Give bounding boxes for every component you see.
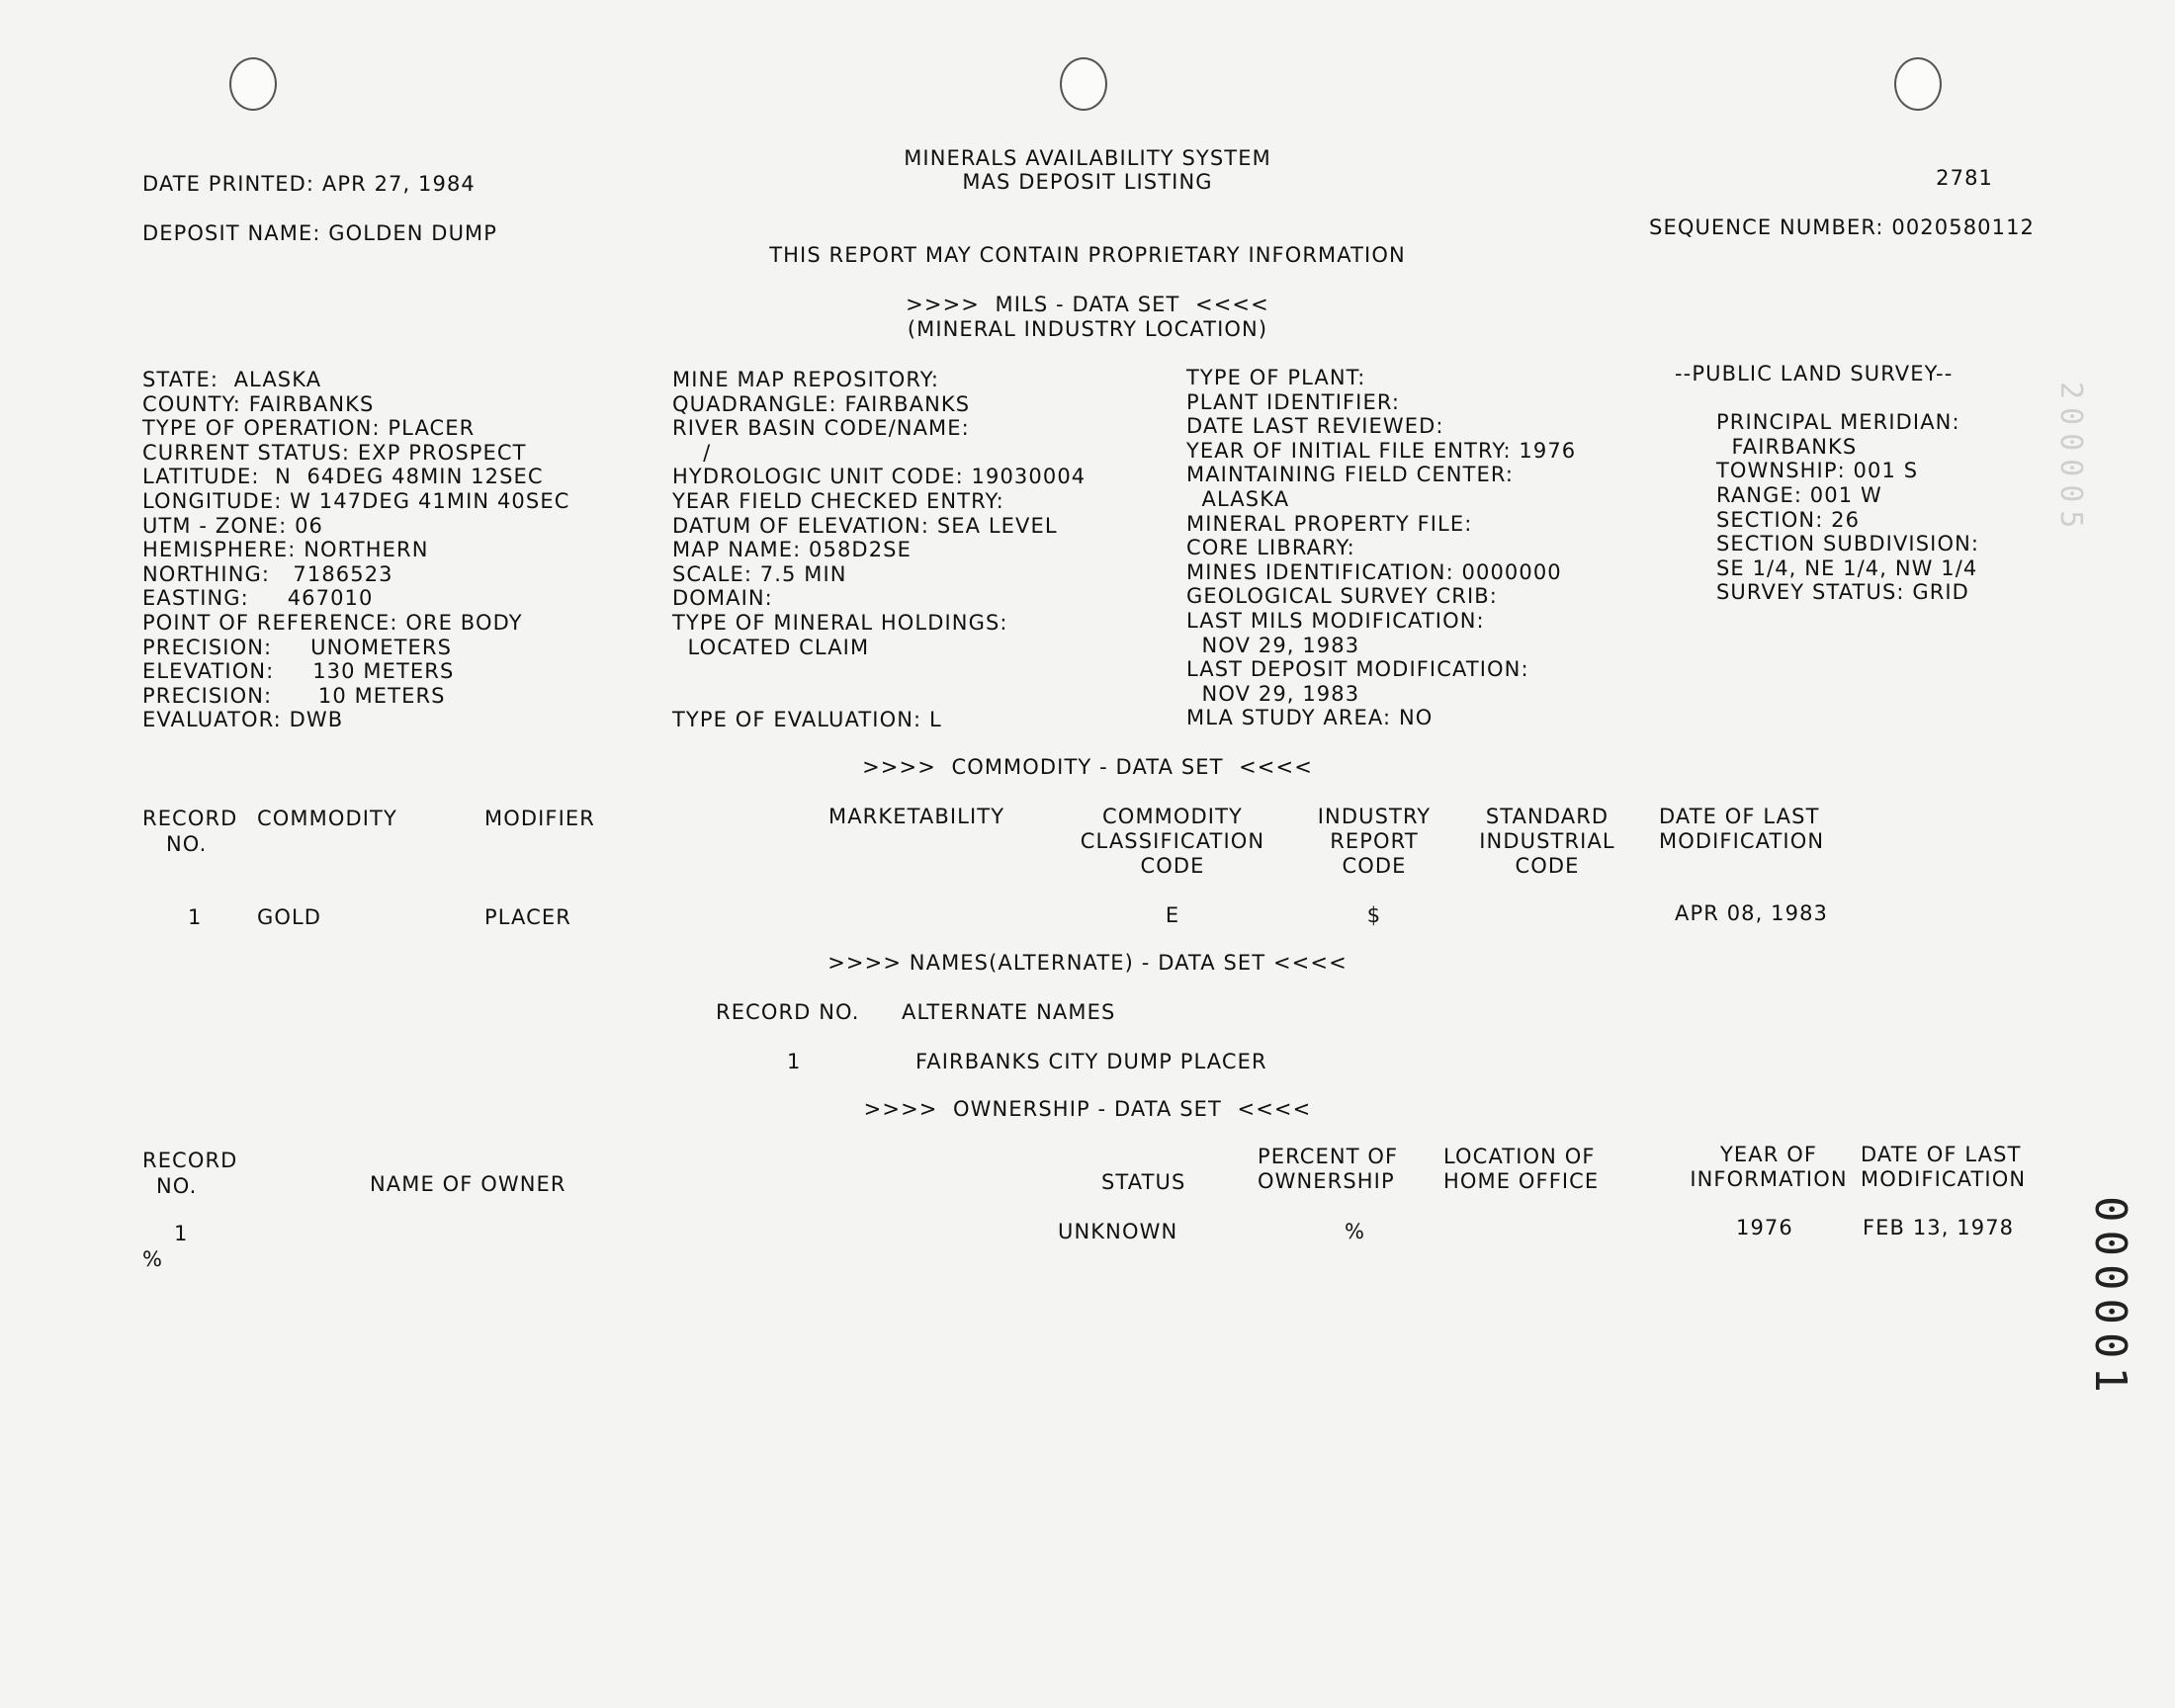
- ownership-header-percent: PERCENT OF: [1258, 1145, 1399, 1168]
- ownership-percent: %: [1345, 1220, 1366, 1243]
- date-printed: DATE PRINTED: APR 27, 1984: [142, 172, 476, 196]
- names-header-record: RECORD NO.: [716, 1000, 860, 1024]
- mils-field: PLANT IDENTIFIER:: [1186, 389, 1401, 414]
- commodity-header-classification: COMMODITY: [1102, 805, 1243, 828]
- survey-field: RANGE: 001 W: [1716, 482, 1882, 507]
- mils-field: /: [672, 440, 712, 465]
- ownership-header-percent: OWNERSHIP: [1258, 1169, 1395, 1193]
- ownership-header-record: RECORD: [142, 1149, 238, 1172]
- mils-field: MINES IDENTIFICATION: 0000000: [1186, 559, 1562, 584]
- commodity-header-industry-report: REPORT: [1330, 829, 1419, 853]
- mils-field: MAP NAME: 058D2SE: [672, 538, 912, 562]
- commodity-heading: >>>> COMMODITY - DATA SET <<<<: [862, 755, 1313, 779]
- commodity-header-marketability: MARKETABILITY: [828, 805, 1005, 828]
- mils-field: CORE LIBRARY:: [1186, 536, 1355, 560]
- mils-field: TYPE OF PLANT:: [1186, 366, 1366, 389]
- deposit-name: DEPOSIT NAME: GOLDEN DUMP: [142, 221, 498, 245]
- mils-field: NORTHING: 7186523: [142, 561, 393, 586]
- commodity-record-number: 1: [188, 905, 203, 929]
- mils-column-administration: [1186, 366, 1576, 730]
- mils-field: MLA STUDY AREA: NO: [1186, 706, 1434, 730]
- listing-title: MAS DEPOSIT LISTING: [962, 170, 1213, 194]
- commodity-header-classification: CODE: [1140, 854, 1205, 878]
- commodity-header-sic: STANDARD: [1485, 805, 1610, 828]
- commodity-header-no: NO.: [166, 832, 208, 856]
- commodity-header-industry-report: CODE: [1342, 854, 1407, 878]
- mils-field: QUADRANGLE: FAIRBANKS: [672, 391, 971, 416]
- mils-field: STATE: ALASKA: [142, 368, 322, 391]
- mils-field: NOV 29, 1983: [1186, 633, 1360, 657]
- commodity-industry-report-code: $: [1366, 903, 1382, 927]
- mils-field: TYPE OF EVALUATION: L: [672, 708, 942, 732]
- survey-field: SECTION SUBDIVISION:: [1716, 532, 1980, 556]
- mils-field: DATUM OF ELEVATION: SEA LEVEL: [672, 513, 1058, 538]
- commodity-classification-code: E: [1165, 903, 1180, 927]
- ownership-header-date: MODIFICATION: [1861, 1167, 2027, 1191]
- mils-field: SCALE: 7.5 MIN: [672, 561, 847, 586]
- ownership-header-year: YEAR OF: [1719, 1143, 1818, 1166]
- ownership-record-number: 1: [174, 1222, 189, 1245]
- mils-field: [672, 659, 1086, 684]
- sequence-number: SEQUENCE NUMBER: 0020580112: [1649, 215, 2035, 239]
- mils-field: CURRENT STATUS: EXP PROSPECT: [142, 440, 527, 465]
- commodity-modifier: PLACER: [484, 905, 571, 929]
- mils-field: YEAR FIELD CHECKED ENTRY:: [672, 488, 1004, 513]
- mils-field: LAST MILS MODIFICATION:: [1186, 608, 1485, 633]
- survey-field: FAIRBANKS: [1716, 434, 1858, 459]
- public-land-survey: [1675, 362, 1979, 605]
- page-stamp: 000001: [2085, 1196, 2135, 1401]
- ownership-header-year: INFORMATION: [1690, 1167, 1848, 1191]
- footer-percent-mark: %: [142, 1247, 164, 1271]
- commodity-header-date: MODIFICATION: [1659, 829, 1825, 853]
- commodity-header-modifier: MODIFIER: [484, 807, 595, 830]
- mils-column-hydrology: [672, 368, 1086, 732]
- ownership-heading: >>>> OWNERSHIP - DATA SET <<<<: [863, 1097, 1312, 1121]
- faint-stamp: 200005: [2053, 382, 2088, 537]
- ownership-header-date: DATE OF LAST: [1861, 1143, 2022, 1166]
- mils-field: GEOLOGICAL SURVEY CRIB:: [1186, 584, 1498, 609]
- mils-field: HEMISPHERE: NORTHERN: [142, 538, 429, 562]
- commodity-header-record: RECORD: [142, 807, 238, 830]
- mils-field: RIVER BASIN CODE/NAME:: [672, 416, 970, 441]
- punch-hole-center: [1060, 57, 1107, 111]
- mils-field: YEAR OF INITIAL FILE ENTRY: 1976: [1186, 438, 1577, 463]
- commodity-header-sic: INDUSTRIAL: [1479, 829, 1615, 853]
- commodity-name: GOLD: [257, 905, 322, 929]
- ownership-modification-date: FEB 13, 1978: [1863, 1216, 2015, 1239]
- mils-field: LATITUDE: N 64DEG 48MIN 12SEC: [142, 465, 544, 489]
- mils-field: COUNTY: FAIRBANKS: [142, 391, 375, 416]
- mils-field: MINE MAP REPOSITORY:: [672, 368, 940, 391]
- mils-field: MAINTAINING FIELD CENTER:: [1186, 463, 1515, 487]
- proprietary-notice: THIS REPORT MAY CONTAIN PROPRIETARY INFORMATION: [769, 243, 1406, 267]
- mils-field: PRECISION: UNOMETERS: [142, 635, 453, 659]
- commodity-header-industry-report: INDUSTRY: [1317, 805, 1432, 828]
- mils-field: LAST DEPOSIT MODIFICATION:: [1186, 657, 1529, 682]
- survey-field: [1675, 386, 1979, 411]
- mils-field: POINT OF REFERENCE: ORE BODY: [142, 610, 523, 635]
- survey-field: TOWNSHIP: 001 S: [1716, 459, 1919, 483]
- ownership-header-owner: NAME OF OWNER: [370, 1172, 566, 1196]
- mils-field: EVALUATOR: DWB: [142, 708, 344, 732]
- page-number: 2781: [1936, 166, 1993, 190]
- mils-field: NOV 29, 1983: [1186, 681, 1360, 706]
- ownership-header-status: STATUS: [1101, 1170, 1186, 1194]
- mils-field: ALASKA: [1186, 486, 1290, 511]
- mils-field: LONGITUDE: W 147DEG 41MIN 40SEC: [142, 488, 570, 513]
- mils-field: UTM - ZONE: 06: [142, 513, 324, 538]
- mils-field: EASTING: 467010: [142, 586, 374, 611]
- names-record-number: 1: [787, 1050, 802, 1073]
- ownership-header-no: NO.: [156, 1174, 198, 1198]
- mils-field: ELEVATION: 130 METERS: [142, 659, 455, 684]
- commodity-header-sic: CODE: [1515, 854, 1580, 878]
- commodity-header-date: DATE OF LAST: [1659, 805, 1820, 828]
- ownership-header-location: HOME OFFICE: [1443, 1169, 1600, 1193]
- mils-field: TYPE OF OPERATION: PLACER: [142, 416, 476, 441]
- survey-field: PRINCIPAL MERIDIAN:: [1716, 410, 1960, 435]
- punch-hole-right: [1894, 57, 1942, 111]
- mils-field: LOCATED CLAIM: [672, 635, 870, 659]
- names-heading: >>>> NAMES(ALTERNATE) - DATA SET <<<<: [827, 951, 1348, 975]
- names-header-alternate: ALTERNATE NAMES: [902, 1000, 1116, 1024]
- ownership-status: UNKNOWN: [1058, 1220, 1178, 1243]
- commodity-header-classification: CLASSIFICATION: [1080, 829, 1265, 853]
- survey-field: SE 1/4, NE 1/4, NW 1/4: [1716, 555, 1978, 580]
- mils-field: MINERAL PROPERTY FILE:: [1186, 511, 1473, 536]
- mils-subheading: (MINERAL INDUSTRY LOCATION): [907, 317, 1268, 341]
- alternate-name: FAIRBANKS CITY DUMP PLACER: [915, 1050, 1267, 1073]
- commodity-header-commodity: COMMODITY: [257, 807, 397, 830]
- mils-field: HYDROLOGIC UNIT CODE: 19030004: [672, 465, 1087, 489]
- mils-field: [672, 684, 1086, 709]
- commodity-modification-date: APR 08, 1983: [1675, 901, 1829, 925]
- mils-field: DOMAIN:: [672, 586, 773, 611]
- ownership-year: 1976: [1736, 1216, 1793, 1239]
- mils-field: DATE LAST REVIEWED:: [1186, 414, 1444, 439]
- mils-field: TYPE OF MINERAL HOLDINGS:: [672, 610, 1008, 635]
- survey-heading: --PUBLIC LAND SURVEY--: [1675, 362, 1954, 385]
- mils-heading: >>>> MILS - DATA SET <<<<: [906, 293, 1269, 316]
- system-title: MINERALS AVAILABILITY SYSTEM: [904, 146, 1271, 170]
- survey-field: SECTION: 26: [1716, 507, 1861, 532]
- punch-hole-left: [229, 57, 277, 111]
- survey-field: SURVEY STATUS: GRID: [1716, 580, 1969, 605]
- mils-field: PRECISION: 10 METERS: [142, 683, 446, 708]
- mils-column-location: [142, 368, 569, 732]
- ownership-header-location: LOCATION OF: [1443, 1145, 1596, 1168]
